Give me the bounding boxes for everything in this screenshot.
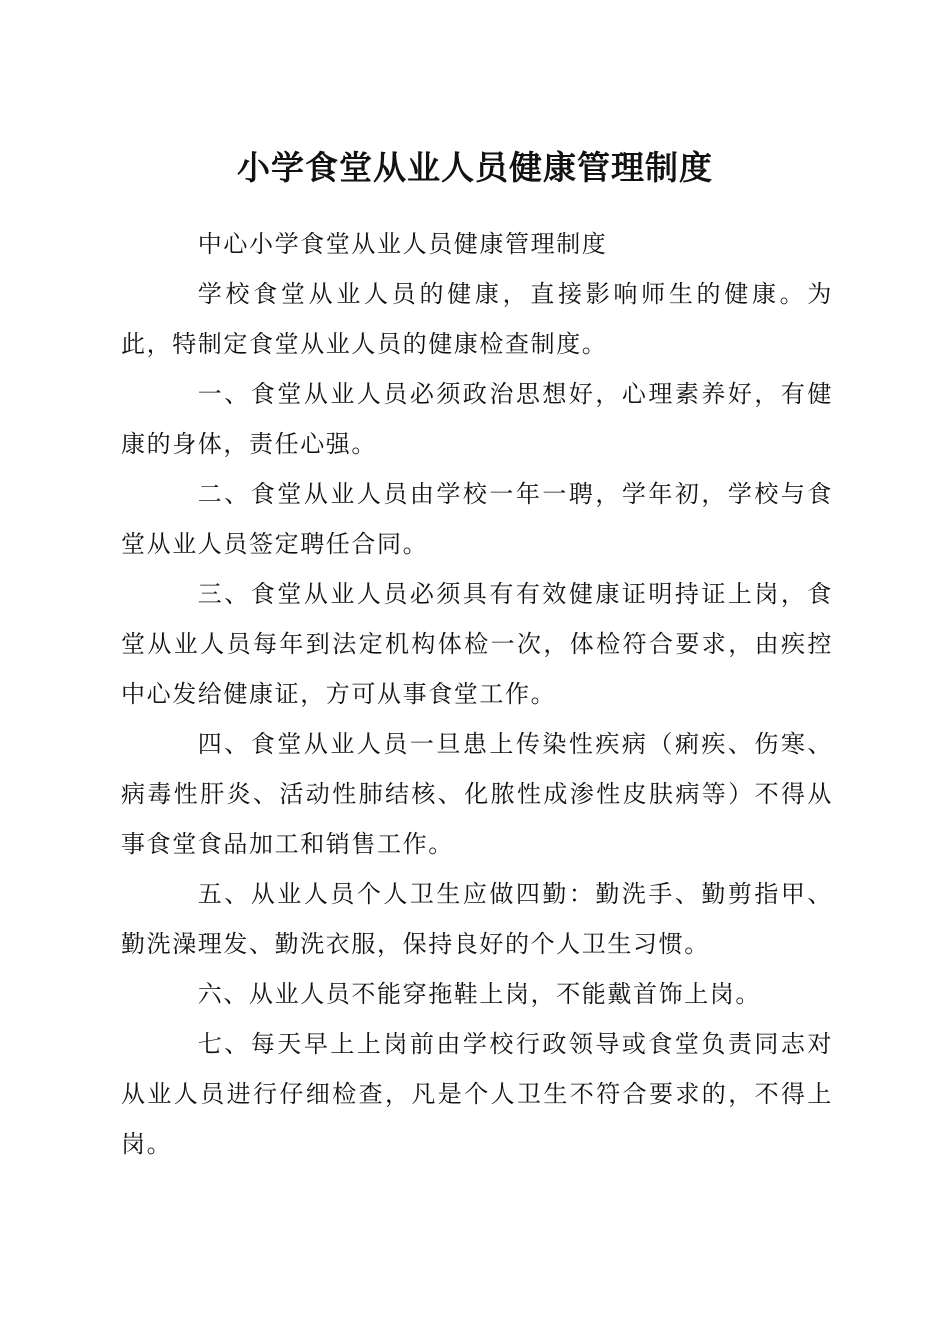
paragraph-intro: 学校食堂从业人员的健康，直接影响师生的健康。为此，特制定食堂从业人员的健康检查制度。	[121, 280, 833, 358]
document-title: 小学食堂从业人员健康管理制度	[237, 148, 713, 187]
paragraph-item-2: 二、食堂从业人员由学校一年一聘，学年初，学校与食堂从业人员签定聘任合同。	[121, 480, 833, 558]
paragraph-item-4: 四、食堂从业人员一旦患上传染性疾病（痢疾、伤寒、病毒性肝炎、活动性肺结核、化脓性成渗性皮肤病等）不得从事食堂食品加工和销售工作。	[121, 730, 833, 858]
document-body	[121, 219, 833, 1169]
paragraph-item-1: 一、食堂从业人员必须政治思想好，心理素养好，有健康的身体，责任心强。	[121, 380, 833, 458]
paragraph-item-6: 六、从业人员不能穿拖鞋上岗，不能戴首饰上岗。	[197, 980, 761, 1008]
paragraph-item-5: 五、从业人员个人卫生应做四勤：勤洗手、勤剪指甲、勤洗澡理发、勤洗衣服，保持良好的个人卫生习惯。	[121, 880, 833, 958]
paragraph-item-3: 三、食堂从业人员必须具有有效健康证明持证上岗，食堂从业人员每年到法定机构体检一次，体检符合要求，由疾控中心发给健康证，方可从事食堂工作。	[121, 580, 833, 708]
paragraph-item-7: 七、每天早上上岗前由学校行政领导或食堂负责同志对从业人员进行仔细检查，凡是个人卫生不符合要求的，不得上岗。	[121, 1030, 833, 1158]
paragraph-subtitle: 中心小学食堂从业人员健康管理制度	[197, 230, 608, 258]
